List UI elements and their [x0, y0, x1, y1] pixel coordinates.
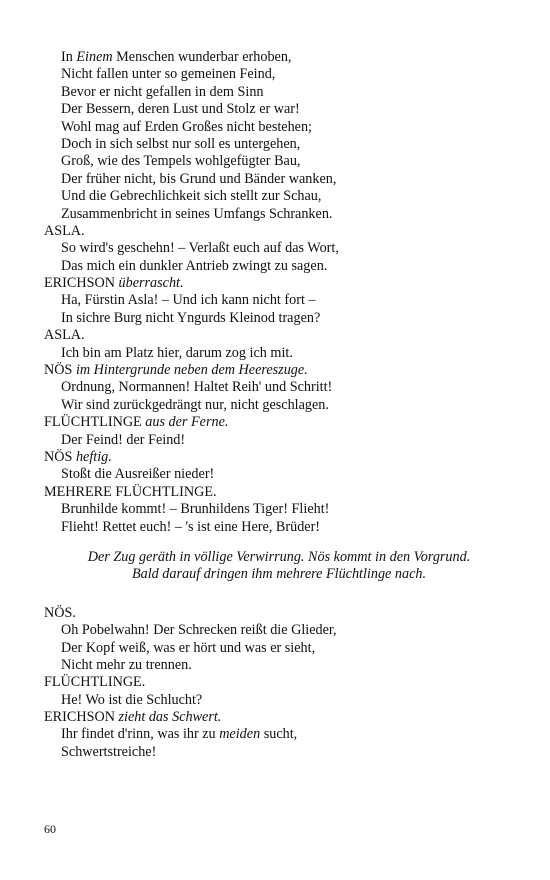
verse-line: [44, 119, 514, 136]
speaker-line: [44, 327, 514, 344]
speaker-line: [44, 449, 514, 466]
page-number: 60: [44, 822, 56, 836]
text-segment: Menschen wunderbar erhoben,: [112, 49, 292, 65]
text-segment: NÖS: [44, 448, 76, 465]
text-segment: NÖS: [44, 362, 76, 379]
drama-text: [44, 49, 514, 761]
verse-line: [44, 692, 514, 709]
verse-block-upper: [44, 49, 514, 536]
text-segment: ERICHSON: [44, 709, 119, 726]
text-segment: Ihr findet d'rinn, was ihr zu: [61, 726, 220, 743]
verse-line: [44, 240, 514, 257]
verse-line: [44, 310, 514, 327]
text-segment: Der Bessern, deren Lust und Stolz er war!: [61, 101, 300, 118]
text-segment: Der früher nicht, bis Grund und Bänder wanken,: [61, 170, 337, 187]
verse-line: [44, 206, 514, 223]
speaker-line: [44, 605, 514, 622]
verse-line: [44, 657, 514, 674]
verse-line: [44, 49, 514, 66]
text-segment: Ha, Fürstin Asla! – Und ich kann nicht fort –: [61, 292, 316, 309]
speaker-line: [44, 674, 514, 691]
text-segment: ASLA.: [44, 327, 85, 344]
text-segment: In sichre Burg nicht Yngurds Kleinod tragen?: [61, 309, 321, 326]
verse-line: [44, 101, 514, 118]
text-segment: Ordnung, Normannen! Haltet Reih' und Schritt!: [61, 379, 333, 396]
speaker-line: [44, 362, 514, 379]
verse-line: [44, 519, 514, 536]
verse-block-lower: [44, 605, 514, 762]
text-segment: Der Feind! der Feind!: [61, 431, 186, 448]
text-segment: Zusammenbricht in seines Umfangs Schranken.: [61, 205, 333, 222]
verse-line: [44, 345, 514, 362]
speaker-line: [44, 223, 514, 240]
italic-text: meiden: [219, 726, 261, 743]
text-segment: Nicht mehr zu trennen.: [61, 656, 192, 673]
text-segment: NÖS.: [44, 604, 76, 621]
verse-line: [44, 136, 514, 153]
verse-line: [44, 153, 514, 170]
text-segment: Ich bin am Platz hier, darum zog ich mit.: [61, 344, 293, 361]
italic-text: heftig.: [75, 448, 112, 465]
text-segment: Bevor er nicht gefallen in dem Sinn: [61, 83, 264, 100]
text-segment: ERICHSON: [44, 275, 119, 292]
verse-line: [44, 640, 514, 657]
speaker-line: [44, 709, 514, 726]
verse-line: [44, 188, 514, 205]
verse-line: [44, 726, 514, 743]
text-segment: MEHRERE FLÜCHTLINGE.: [44, 483, 217, 500]
speaker-line: [44, 275, 514, 292]
text-segment: sucht,: [260, 726, 298, 743]
text-segment: Groß, wie des Tempels wohlgefügter Bau,: [61, 153, 301, 170]
verse-line: [44, 501, 514, 518]
text-segment: Schwertstreiche!: [61, 743, 157, 760]
stage-direction-line: Bald darauf dringen ihm mehrere Flüchtlinge nach.: [131, 566, 427, 583]
text-segment: FLÜCHTLINGE.: [44, 674, 146, 691]
italic-text: zieht das Schwert.: [118, 709, 222, 726]
text-segment: Stoßt die Ausreißer nieder!: [61, 466, 215, 483]
verse-line: [44, 171, 514, 188]
text-segment: He! Wo ist die Schlucht?: [61, 691, 203, 708]
verse-line: [44, 258, 514, 275]
italic-text: aus der Ferne.: [145, 414, 229, 431]
italic-text: Einem: [76, 49, 113, 65]
stage-direction: [44, 549, 514, 584]
verse-line: [44, 622, 514, 639]
verse-line: [44, 744, 514, 761]
speaker-line: [44, 414, 514, 431]
text-segment: In: [61, 49, 77, 65]
verse-line: [44, 84, 514, 101]
verse-line: [44, 432, 514, 449]
text-segment: Das mich ein dunkler Antrieb zwingt zu sagen.: [61, 257, 328, 274]
verse-line: [44, 466, 514, 483]
text-segment: Wir sind zurückgedrängt nur, nicht geschlagen.: [61, 396, 329, 413]
text-segment: Nicht fallen unter so gemeinen Feind,: [61, 66, 276, 83]
stage-direction-line: Der Zug geräth in völlige Verwirrung. Nös kommt in den Vorgrund.: [87, 548, 471, 565]
text-segment: So wird's geschehn! – Verlaßt euch auf das Wort,: [61, 240, 339, 257]
text-segment: Brunhilde kommt! – Brunhildens Tiger! Flieht!: [61, 501, 330, 518]
verse-line: [44, 379, 514, 396]
verse-line: [44, 292, 514, 309]
text-segment: Wohl mag auf Erden Großes nicht bestehen;: [61, 118, 313, 135]
text-segment: FLÜCHTLINGE: [44, 414, 146, 431]
text-segment: Und die Gebrechlichkeit sich stellt zur Schau,: [61, 188, 322, 205]
text-segment: Flieht! Rettet euch! – 's ist eine Here, Brüder!: [61, 518, 321, 535]
speaker-line: [44, 484, 514, 501]
text-segment: ASLA.: [44, 222, 85, 239]
text-segment: Oh Pobelwahn! Der Schrecken reißt die Glieder,: [61, 622, 337, 639]
verse-line: [44, 397, 514, 414]
verse-line: [44, 66, 514, 83]
italic-text: überrascht.: [118, 275, 184, 292]
text-segment: Doch in sich selbst nur soll es untergehen,: [61, 135, 301, 152]
italic-text: im Hintergrunde neben dem Heereszuge.: [75, 362, 308, 379]
text-segment: Der Kopf weiß, was er hört und was er sieht,: [61, 639, 316, 656]
